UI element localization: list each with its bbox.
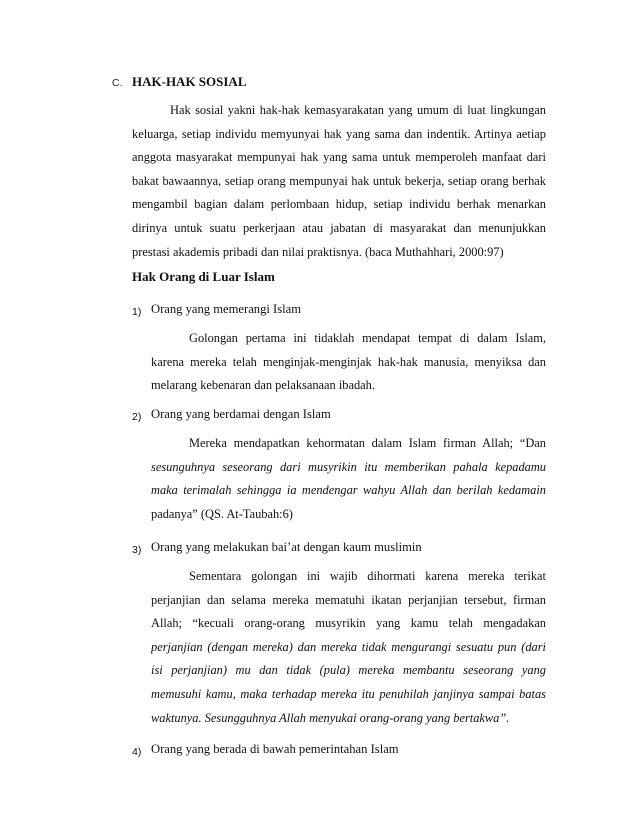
section-paragraph	[132, 99, 546, 264]
body-line: perjanjian (dengan mereka) dan mereka tidak mengurangi sesuatu pun (dari	[151, 639, 546, 654]
body-line: perjanjian dan selama mereka mematuhi ikatan perjanjian tersebut, firman	[151, 592, 546, 607]
paragraph-line: bakat bawaannya, setiap orang mempunyai hak untuk bekerja, setiap orang berhak	[132, 173, 546, 188]
body-line: melarang kebenaran dan pelaksanaan ibadah.	[151, 378, 375, 393]
list-item-title: Orang yang berdamai dengan Islam	[151, 407, 331, 421]
list-item-body	[151, 565, 546, 730]
body-line: sesunguhnya seseorang dari musyrikin itu memberikan pahala kepadamu	[151, 459, 546, 474]
body-line: maka terimalah sehingga ia mendengar wahyu Allah dan berilah kedamain	[151, 483, 546, 498]
paragraph-line: Hak sosial yakni hak-hak kemasyarakatan yang umum di luat lingkungan	[170, 103, 546, 117]
section-title: HAK-HAK SOSIAL	[132, 74, 247, 89]
list-item-title: Orang yang melakukan bai’at dengan kaum muslimin	[151, 540, 422, 554]
list-item-body	[151, 432, 546, 526]
list-number: 2)	[132, 411, 142, 423]
list-item-title: Orang yang berada di bawah pemerintahan Islam	[151, 742, 399, 756]
paragraph-line: dirinya untuk suatu perkerjaan atau jabatan di masyarakat dan menunjukkan	[132, 220, 546, 235]
body-line: isi perjanjian) mu dan tidak (pula) mereka membantu seseorang yang	[151, 663, 546, 678]
body-line: Allah; “kecuali orang-orang musyrikin yang kamu telah mengadakan	[151, 616, 546, 631]
subheading: Hak Orang di Luar Islam	[132, 269, 275, 284]
body-line: Golongan pertama ini tidaklah mendapat tempat di dalam Islam,	[189, 331, 546, 345]
body-line	[151, 432, 546, 456]
paragraph-line: anggota masyarakat mempunyai hak yang sama untuk memperoleh manfaat dari	[132, 150, 546, 165]
paragraph-line: mengambil bagian dalam perlombaan hidup, setiap individu berhak menarkan	[132, 197, 546, 212]
list-number: 1)	[132, 306, 142, 318]
paragraph-line: prestasi akademis pribadi dan nilai praktisnya. (baca Muthahhari, 2000:97)	[132, 244, 504, 259]
list-item-title: Orang yang memerangi Islam	[151, 302, 302, 316]
paragraph-line: keluarga, setiap individu memyunyai hak yang sama dan indentik. Artinya aetiap	[132, 126, 546, 141]
list-number: 3)	[132, 544, 142, 556]
section-marker: C.	[112, 77, 123, 89]
body-line: karena mereka telah menginjak-menginjak hak-hak manusia, menyiksa dan	[151, 354, 546, 369]
body-line: Sementara golongan ini wajib dihormati karena mereka terikat	[189, 569, 546, 583]
body-line: padanya” (QS. At-Taubah:6)	[151, 506, 293, 521]
list-number: 4)	[132, 746, 142, 758]
body-text: Mereka mendapatkan kehormatan dalam Islam firman Allah; “Dan	[189, 436, 546, 450]
body-line: memusuhi kamu, maka terhadap mereka itu penuhilah janjinya sampai batas	[151, 686, 546, 701]
body-line: waktunya. Sesungguhnya Allah menyukai orang-orang yang bertakwa”.	[151, 710, 510, 725]
list-item-body	[151, 327, 546, 398]
